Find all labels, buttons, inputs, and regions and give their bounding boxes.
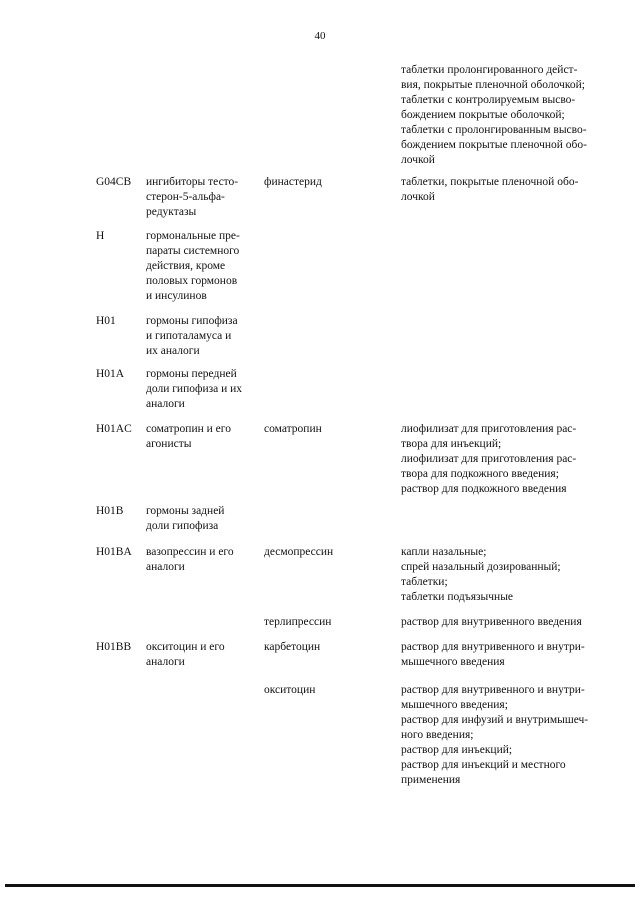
dosage-form-cell: капли назальные; спрей назальный дозированный; таблетки; таблетки подъязычные [401, 546, 561, 603]
drug-name-cell: финастерид [264, 176, 322, 188]
dosage-form-cell: раствор для внутривенного и внутри- мышечного введения [401, 641, 585, 668]
drug-name-cell: карбетоцин [264, 641, 321, 653]
dosage-form-cell: раствор для внутривенного введения [401, 616, 582, 628]
atc-code-cell: H [96, 230, 105, 242]
page-number: 40 [314, 30, 326, 42]
atc-code-cell: H01A [96, 368, 125, 380]
group-name-cell: гормоны задней доли гипофиза [146, 505, 225, 532]
atc-code-cell: G04CB [96, 176, 132, 188]
group-name-cell: вазопрессин и его аналоги [146, 546, 234, 573]
drug-name-cell: терлипрессин [264, 616, 332, 628]
dosage-form-cell: раствор для внутривенного и внутри- мышечного введения; раствор для инфузий и внутримышеч- ного введения; раствор для инъекций; раствор для инъекций и местного применения [401, 684, 589, 786]
drug-name-cell: десмопрессин [264, 546, 334, 558]
group-name-cell: ингибиторы тесто- стерон-5-альфа- редуктазы [146, 176, 239, 218]
dosage-form-cell: таблетки, покрытые пленочной обо- лочкой [401, 176, 579, 203]
atc-code-cell: H01BB [96, 641, 132, 653]
drug-name-cell: соматропин [264, 423, 322, 435]
group-name-cell: гормоны гипофиза и гипоталамуса и их аналоги [146, 315, 238, 357]
atc-code-cell: H01B [96, 505, 124, 517]
atc-code-cell: H01BA [96, 546, 132, 558]
group-name-cell: гормональные пре- параты системного действия, кроме половых гормонов и инсулинов [146, 230, 240, 302]
drug-name-cell: окситоцин [264, 684, 316, 696]
dosage-form-cell: лиофилизат для приготовления рас- твора для инъекций; лиофилизат для приготовления рас- твора для подкожного введения; раствор для подкожного введения [401, 423, 577, 495]
atc-code-cell: H01AC [96, 423, 132, 435]
group-name-cell: соматропин и его агонисты [146, 423, 231, 450]
dosage-form-cell: таблетки пролонгированного дейст- вия, покрытые пленочной оболочкой; таблетки с контролируемым высво- бождением покрытые оболочкой; таблетки с пролонгированным высво- бождением покрытые пленочной обо- лочкой [401, 64, 587, 166]
group-name-cell: окситоцин и его аналоги [146, 641, 225, 668]
bottom-rule [5, 884, 635, 887]
atc-code-cell: H01 [96, 315, 116, 327]
group-name-cell: гормоны передней доли гипофиза и их аналоги [146, 368, 243, 410]
